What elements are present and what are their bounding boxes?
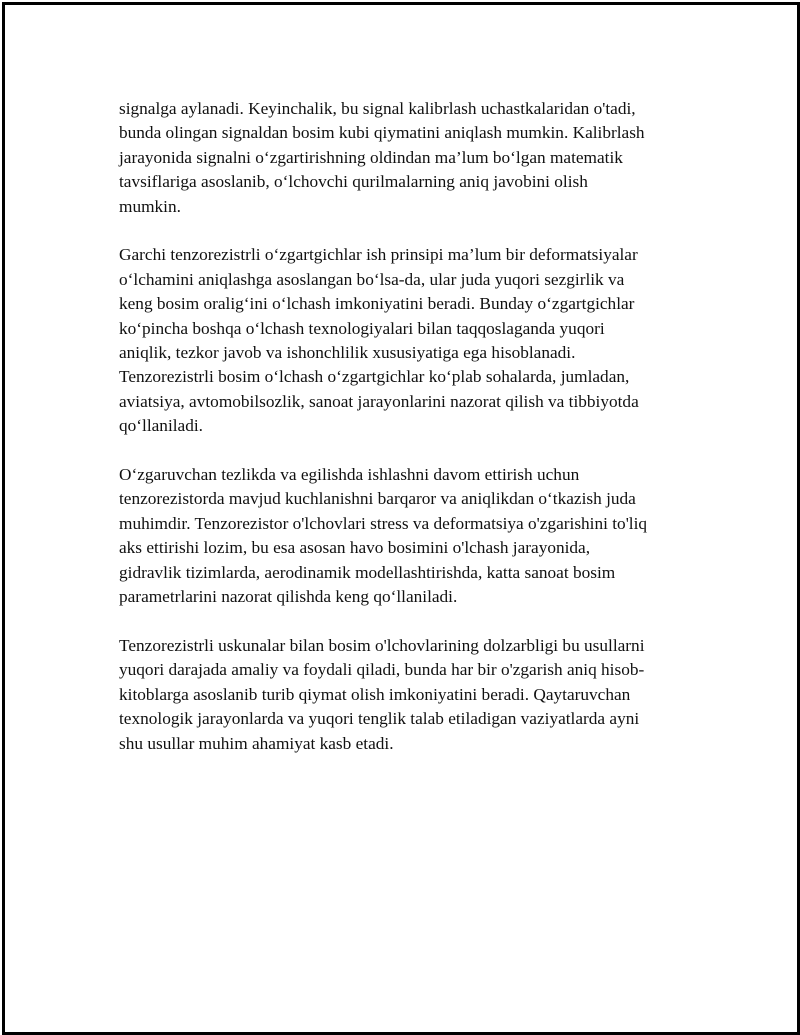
document-body xyxy=(119,97,699,780)
document-page xyxy=(2,2,800,1035)
paragraph: Garchi tenzorezistrli o‘zgartgichlar ish prinsipi ma’lum bir deformatsiyalar o‘lchamini aniqlashga asoslangan bo‘lsa-da, ular juda yuqori sezgirlik va keng bosim oralig‘ini o‘lchash imkoniyatini beradi. Bunday o‘zgartgichlar ko‘pincha boshqa o‘lchash texnologiyalari bilan taqqoslaganda yuqori aniqlik, tezkor javob va ishonchlilik xususiyatiga ega hisoblanadi. Tenzorezistrli bosim o‘lchash o‘zgartgichlar ko‘plab sohalarda, jumladan, aviatsiya, avtomobilsozlik, sanoat jarayonlarini nazorat qilish va tibbiyotda qo‘llaniladi. xyxy=(119,245,639,436)
paragraph: Tenzorezistrli uskunalar bilan bosim o'lchovlarining dolzarbligi bu usullarni yuqori darajada amaliy va foydali qiladi, bunda har bir o'zgarish aniq hisob- kitoblarga asoslanib turib qiymat olish imkoniyatini beradi. Qaytaruvchan texnologik jarayonlarda va yuqori tenglik talab etiladigan vaziyatlarda ayni shu usullar muhim ahamiyat kasb etadi. xyxy=(119,635,645,753)
paragraph: O‘zgaruvchan tezlikda va egilishda ishlashni davom ettirish uchun tenzorezistorda mavjud kuchlanishni barqaror va aniqlikdan o‘tkazish juda muhimdir. Tenzorezistor o'lchovlari stress va deformatsiya o'zgarishini to'liq aks ettirishi lozim, bu esa asosan havo bosimini o'lchash jarayonida, gidravlik tizimlarda, aerodinamik modellashtirishda, katta sanoat bosim parametrlarini nazorat qilishda keng qo‘llaniladi. xyxy=(119,465,648,607)
paragraph: signalga aylanadi. Keyinchalik, bu signal kalibrlash uchastkalaridan o'tadi, bunda olingan signaldan bosim kubi qiymatini aniqlash mumkin. Kalibrlash jarayonida signalni o‘zgartirishning oldindan ma’lum bo‘lgan matematik tavsiflariga asoslanib, o‘lchovchi qurilmalarning aniq javobini olish mumkin. xyxy=(119,99,645,216)
